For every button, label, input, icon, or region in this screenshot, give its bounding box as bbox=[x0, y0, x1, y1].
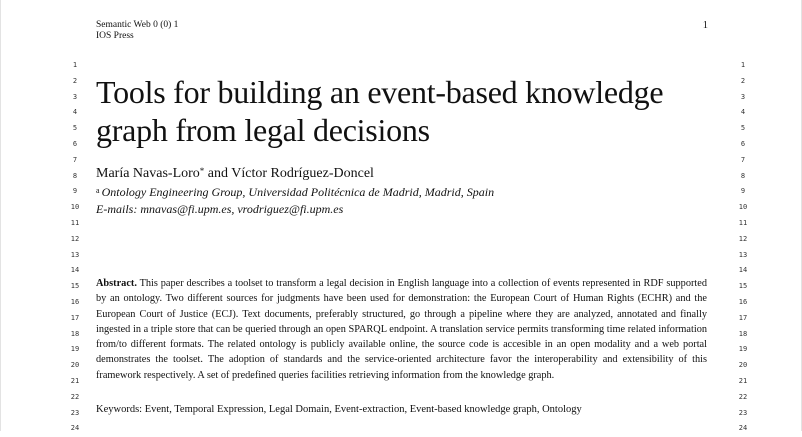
page-number: 1 bbox=[702, 20, 708, 31]
line-number: 8 bbox=[740, 171, 746, 180]
line-number: 23 bbox=[738, 408, 748, 417]
left-line-numbers bbox=[60, 58, 90, 437]
line-number: 19 bbox=[70, 345, 80, 354]
line-number: 20 bbox=[70, 361, 80, 370]
line-number: 9 bbox=[72, 187, 78, 196]
line-number: 10 bbox=[738, 203, 748, 212]
keywords: Keywords: Event, Temporal Expression, Legal Domain, Event-extraction, Event-based knowledge graph, Ontology bbox=[96, 404, 582, 415]
line-number: 17 bbox=[70, 313, 80, 322]
affiliation-marker: a bbox=[96, 186, 100, 195]
running-header bbox=[96, 20, 708, 44]
affiliation-line bbox=[96, 184, 706, 200]
publisher-name: IOS Press bbox=[96, 31, 134, 41]
line-number: 14 bbox=[70, 266, 80, 275]
line-number: 18 bbox=[738, 329, 748, 338]
line-number: 10 bbox=[70, 203, 80, 212]
line-number: 22 bbox=[70, 392, 80, 401]
page-left-edge bbox=[0, 0, 1, 431]
line-number: 1 bbox=[740, 61, 746, 69]
line-number: 15 bbox=[738, 282, 748, 291]
line-number: 11 bbox=[70, 218, 80, 227]
paper-title: Tools for building an event-based knowledge graph from legal decisions bbox=[96, 74, 664, 148]
line-number: 19 bbox=[738, 345, 748, 354]
line-number: 16 bbox=[70, 297, 80, 306]
corresponding-author-mark: * bbox=[199, 166, 205, 176]
line-number: 16 bbox=[738, 297, 748, 306]
line-number: 1 bbox=[72, 61, 78, 69]
right-line-numbers bbox=[728, 58, 758, 437]
first-author: María Navas-Loro bbox=[96, 166, 200, 181]
line-number: 2 bbox=[740, 76, 746, 85]
line-number: 13 bbox=[738, 250, 748, 259]
line-number: 5 bbox=[72, 124, 78, 133]
line-number: 3 bbox=[740, 92, 746, 101]
line-number: 20 bbox=[738, 361, 748, 370]
line-number: 11 bbox=[738, 218, 748, 227]
journal-citation: Semantic Web 0 (0) 1 bbox=[96, 20, 179, 30]
line-number: 21 bbox=[70, 376, 80, 385]
line-number: 21 bbox=[738, 376, 748, 385]
line-number: 23 bbox=[70, 408, 80, 417]
abstract-text: This paper describes a toolset to transform a legal decision in English language into a collection of events represented in RDF supported by an ontology. Two different sources for judgments have been used for demonstration: the European Court of Human Rights (ECHR) and the European Court of Justice (ECJ). Text documents, preferably structured, go through a pipeline where they are analyzed, annotated and finally ingested in a triple store that can be queried through an open SPARQL endpoint. A translation service permits transforming time related information from/to different formats. The related ontology is publicly available online, the source code is accesible in an open modality and a web portal demonstrates the toolset. The adoption of standards and the service-oriented architecture favor the interoperability and extensibility of this framework respectively. A set of predefined queries facilities retrieving information from the knowledge graph. bbox=[96, 278, 707, 381]
line-number: 7 bbox=[740, 155, 746, 164]
line-number: 9 bbox=[740, 187, 746, 196]
line-number: 4 bbox=[740, 108, 746, 117]
line-number: 17 bbox=[738, 313, 748, 322]
line-number: 24 bbox=[70, 424, 80, 433]
line-number: 8 bbox=[72, 171, 78, 180]
line-number: 6 bbox=[72, 139, 78, 148]
line-number: 12 bbox=[70, 234, 80, 243]
abstract-label: Abstract. bbox=[96, 278, 137, 289]
affiliation-text: Ontology Engineering Group, Universidad Politécnica de Madrid, Madrid, Spain bbox=[101, 185, 495, 199]
line-number: 12 bbox=[738, 234, 748, 243]
line-number: 14 bbox=[738, 266, 748, 275]
abstract bbox=[96, 276, 707, 383]
line-number: 3 bbox=[72, 92, 78, 101]
line-number: 4 bbox=[72, 108, 78, 117]
second-author: Víctor Rodríguez-Doncel bbox=[231, 166, 374, 181]
line-number: 22 bbox=[738, 392, 748, 401]
line-number: 7 bbox=[72, 155, 78, 164]
author-line bbox=[96, 165, 706, 182]
line-number: 13 bbox=[70, 250, 80, 259]
line-number: 6 bbox=[740, 139, 746, 148]
line-number: 2 bbox=[72, 76, 78, 85]
author-connector: and bbox=[204, 166, 232, 181]
author-emails: E-mails: mnavas@fi.upm.es, vrodriguez@fi.upm.es bbox=[96, 202, 344, 216]
line-number: 5 bbox=[740, 124, 746, 133]
line-number: 18 bbox=[70, 329, 80, 338]
line-number: 15 bbox=[70, 282, 80, 291]
line-number: 24 bbox=[738, 424, 748, 433]
